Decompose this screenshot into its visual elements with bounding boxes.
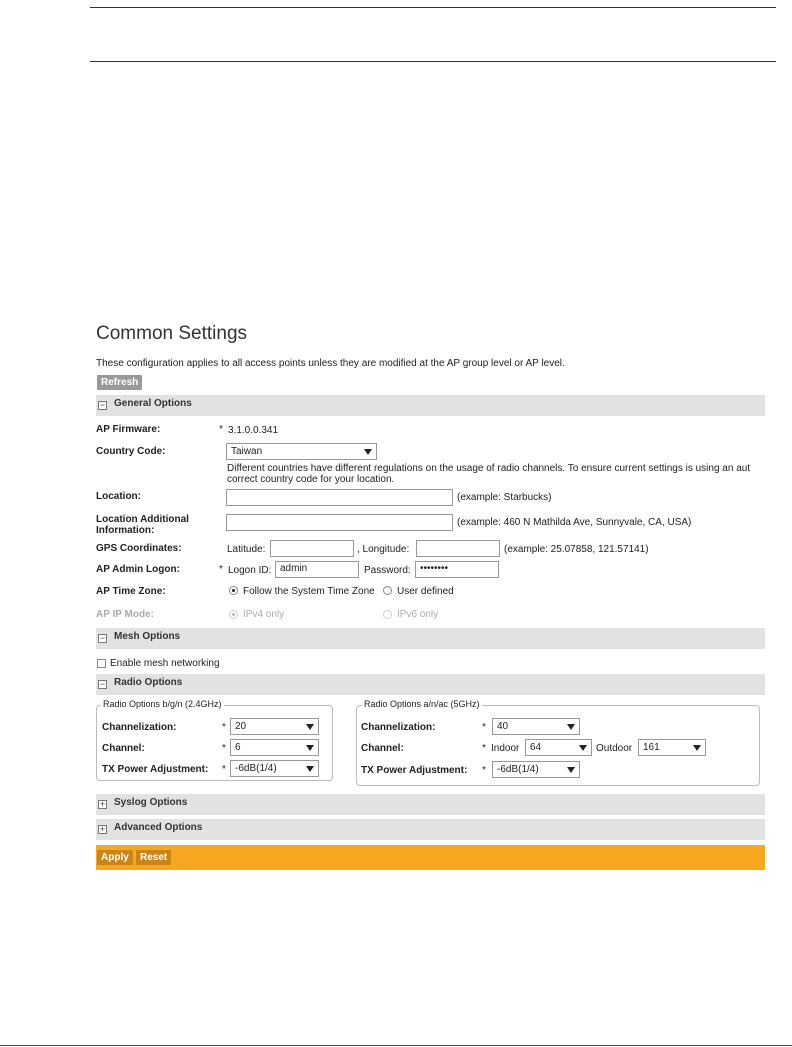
- required-mark: *: [222, 743, 226, 754]
- required-mark: *: [482, 765, 486, 776]
- footer-rule: [0, 1045, 792, 1046]
- apply-button[interactable]: Apply: [97, 850, 133, 865]
- required-mark: *: [219, 564, 223, 575]
- radio-5ghz-legend: Radio Options a/n/ac (5GHz): [364, 699, 480, 709]
- r24-channel-value: 6: [235, 742, 241, 753]
- location-input[interactable]: [226, 489, 453, 506]
- r24-tx-power-value: -6dB(1/4): [235, 763, 277, 774]
- ip-mode-label: AP IP Mode:: [96, 609, 154, 620]
- r5-indoor-label: Indoor: [491, 743, 520, 754]
- section-general-options[interactable]: [96, 395, 765, 416]
- gps-example: (example: 25.07858, 121.57141): [504, 544, 649, 555]
- password-input[interactable]: [415, 561, 499, 578]
- r5-tx-power-label: TX Power Adjustment:: [361, 765, 468, 776]
- plus-box-icon[interactable]: +: [99, 824, 106, 834]
- r24-channelization-select[interactable]: [230, 718, 319, 735]
- timezone-user-defined-label[interactable]: User defined: [397, 586, 454, 597]
- page-description: These configuration applies to all access points unless they are modified at the AP group level or AP level.: [96, 358, 565, 369]
- longitude-label: , Longitude:: [357, 544, 410, 555]
- password-label: Password:: [364, 565, 411, 576]
- r5-channelization-value: 40: [497, 721, 509, 732]
- section-advanced-options[interactable]: [96, 819, 765, 840]
- latitude-label: Latitude:: [227, 544, 266, 555]
- required-mark: *: [482, 743, 486, 754]
- r5-channel-label: Channel:: [361, 743, 404, 754]
- section-mesh-options[interactable]: [96, 628, 765, 649]
- logon-id-input[interactable]: [275, 561, 359, 578]
- chevron-down-icon: [693, 745, 701, 751]
- section-label: General Options: [114, 398, 192, 409]
- reset-button[interactable]: Reset: [136, 850, 171, 865]
- longitude-input[interactable]: [416, 540, 500, 557]
- ipmode-ipv6-radio: [383, 610, 392, 619]
- refresh-button[interactable]: Refresh: [97, 375, 142, 390]
- ipmode-ipv4-radio: [229, 610, 238, 619]
- r5-tx-power-select[interactable]: [492, 761, 580, 778]
- time-zone-label: AP Time Zone:: [96, 586, 166, 597]
- logon-id-label: Logon ID:: [228, 565, 272, 576]
- country-code-value: Taiwan: [231, 446, 263, 457]
- r24-channel-select[interactable]: [230, 739, 319, 756]
- chevron-down-icon: [579, 745, 587, 751]
- r24-tx-power-label: TX Power Adjustment:: [102, 764, 209, 775]
- latitude-input[interactable]: [270, 540, 354, 557]
- r24-tx-power-select[interactable]: [230, 760, 319, 777]
- minus-box-icon[interactable]: −: [99, 633, 106, 643]
- r24-channelization-label: Channelization:: [102, 722, 177, 733]
- r24-channel-label: Channel:: [102, 743, 145, 754]
- location-example: (example: Starbucks): [457, 492, 552, 503]
- admin-logon-label: AP Admin Logon:: [96, 564, 180, 575]
- required-mark: *: [482, 722, 486, 733]
- action-bar: [96, 845, 765, 870]
- chevron-down-icon: [306, 724, 314, 730]
- gps-label: GPS Coordinates:: [96, 543, 182, 554]
- required-mark: *: [222, 764, 226, 775]
- r5-channelization-select[interactable]: [492, 718, 580, 735]
- minus-box-icon[interactable]: −: [99, 400, 106, 410]
- chevron-down-icon: [364, 449, 372, 455]
- required-mark: *: [219, 424, 223, 435]
- r5-outdoor-select[interactable]: [638, 739, 706, 756]
- location-additional-example: (example: 460 N Mathilda Ave, Sunnyvale, CA, USA): [457, 517, 692, 528]
- chevron-down-icon: [306, 745, 314, 751]
- page-title: Common Settings: [96, 323, 248, 344]
- r5-channelization-label: Channelization:: [361, 722, 436, 733]
- ipmode-ipv6-label: IPv6 only: [397, 609, 439, 620]
- section-label: Syslog Options: [114, 797, 188, 808]
- section-label: Mesh Options: [114, 631, 181, 642]
- location-additional-label-1: Location Additional: [96, 514, 189, 525]
- r5-outdoor-value: 161: [643, 742, 660, 753]
- chevron-down-icon: [567, 767, 575, 773]
- location-additional-input[interactable]: [226, 514, 453, 531]
- section-label: Advanced Options: [114, 822, 203, 833]
- enable-mesh-label[interactable]: Enable mesh networking: [110, 658, 220, 669]
- radio-24ghz-legend: Radio Options b/g/n (2.4GHz): [103, 699, 222, 709]
- location-label: Location:: [96, 491, 141, 502]
- location-additional-label-2: Information:: [96, 525, 155, 536]
- timezone-user-defined-radio[interactable]: [383, 586, 392, 595]
- r5-indoor-select[interactable]: [525, 739, 592, 756]
- country-note-line1: Different countries have different regulations on the usage of radio channels. To ensure current settings is using an aut: [227, 463, 751, 474]
- logon-id-value: admin: [280, 563, 308, 574]
- chevron-down-icon: [306, 766, 314, 772]
- timezone-follow-label[interactable]: Follow the System Time Zone: [243, 586, 375, 597]
- country-note-line2: correct country code for your location.: [227, 474, 395, 485]
- firmware-value: 3.1.0.0.341: [228, 425, 279, 436]
- required-mark: *: [222, 722, 226, 733]
- password-value: ••••••••: [420, 563, 449, 574]
- country-code-select[interactable]: [226, 443, 377, 460]
- country-code-label: Country Code:: [96, 446, 166, 457]
- plus-box-icon[interactable]: +: [99, 799, 106, 809]
- r5-outdoor-label: Outdoor: [596, 743, 633, 754]
- enable-mesh-checkbox[interactable]: [97, 659, 106, 668]
- firmware-label: AP Firmware:: [96, 424, 161, 435]
- timezone-follow-radio[interactable]: [229, 586, 238, 595]
- r5-tx-power-value: -6dB(1/4): [497, 764, 539, 775]
- section-label: Radio Options: [114, 677, 183, 688]
- header-rule-top: [90, 7, 776, 8]
- section-radio-options[interactable]: [96, 674, 765, 695]
- ipmode-ipv4-label: IPv4 only: [243, 609, 285, 620]
- minus-box-icon[interactable]: −: [99, 679, 106, 689]
- chevron-down-icon: [567, 724, 575, 730]
- header-rule-bottom: [90, 61, 776, 62]
- r24-channelization-value: 20: [235, 721, 247, 732]
- section-syslog-options[interactable]: [96, 794, 765, 815]
- r5-indoor-value: 64: [530, 742, 542, 753]
